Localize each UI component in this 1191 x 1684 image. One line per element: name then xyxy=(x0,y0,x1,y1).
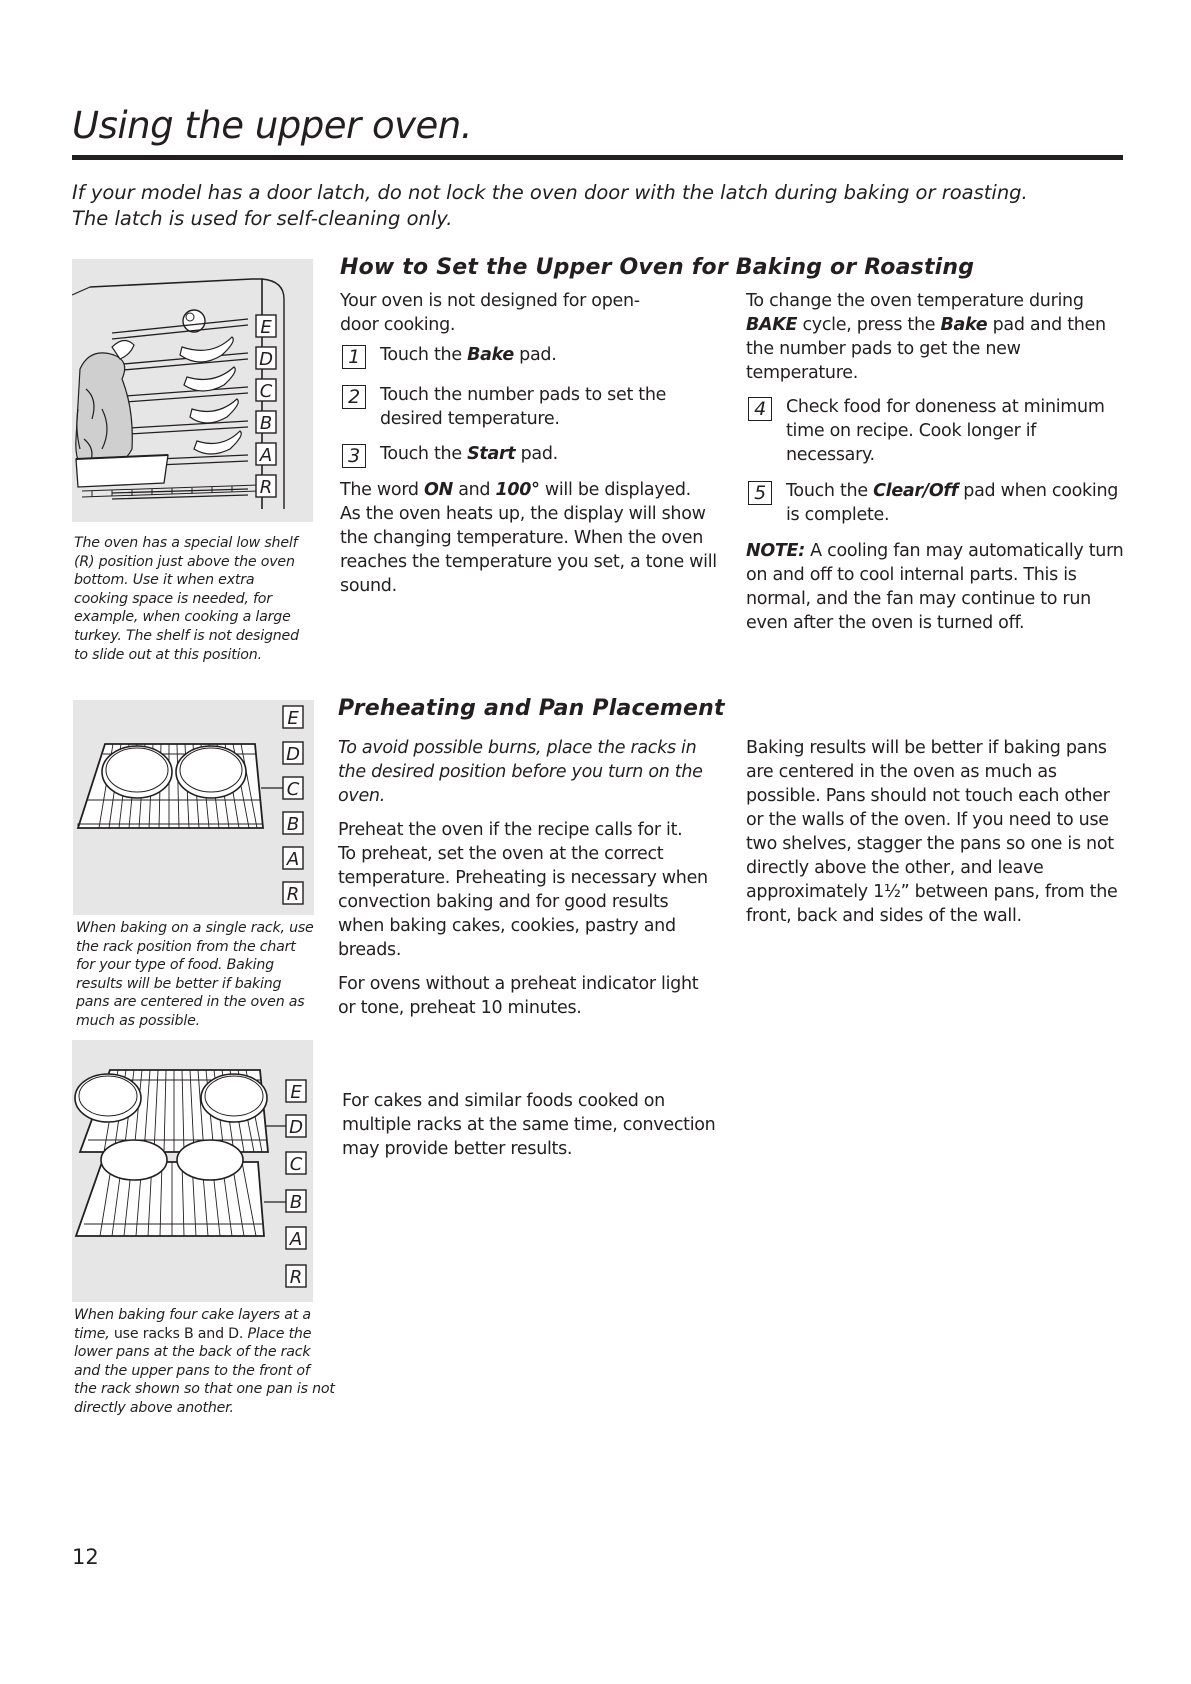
intro-line-1: If your model has a door latch, do not lock the oven door with the latch during baking or roasting. xyxy=(72,181,1028,204)
rack-label-r: R xyxy=(286,884,300,905)
rack-label-d: D xyxy=(289,1117,303,1138)
step-number-3: 3 xyxy=(342,444,366,468)
heating-note: As the oven heats up, the display will show the changing temperature. When the oven reaches the temperature you set, a tone will sound. xyxy=(340,504,717,596)
two-rack-caption: When baking four cake layers at a time, use racks B and D. Place the lower pans at the back of the rack and the upper pans to the front of the rack shown so that one pan is not directly above another. xyxy=(74,1307,335,1416)
preheat-recipe-note: Preheat the oven if the recipe calls for it. xyxy=(338,820,683,840)
start-pad-label: Start xyxy=(467,444,516,464)
two-rack-illustration xyxy=(72,1040,313,1302)
page-title: Using the upper oven. xyxy=(72,104,472,147)
pan-placement-note: Baking results will be better if baking pans are centered in the oven as much as possible. Pans should not touch each other or the walls of the oven. If you need to use two shelves, stagger the pans so one is not directly above the other, and leave approximately 1½” between pans, from the front, back and sides of the wall. xyxy=(746,738,1118,926)
intro-line-2: The latch is used for self-cleaning only. xyxy=(72,207,453,230)
rack-label-a: A xyxy=(259,445,273,466)
step-number-2: 2 xyxy=(342,385,366,409)
step-3: 3 Touch the Start pad. xyxy=(340,442,730,466)
open-door-note: Your oven is not designed for open-door cooking. xyxy=(340,291,640,335)
rack-label-e: E xyxy=(287,708,299,729)
pan-placement-column xyxy=(746,736,1128,928)
convection-note: For cakes and similar foods cooked on multiple racks at the same time, convection may provide better results. xyxy=(342,1091,716,1159)
single-rack-caption: When baking on a single rack, use the rack position from the chart for your type of food. Baking results will be better if baking pans are centered in the oven as much as possible. xyxy=(76,920,314,1029)
burn-warning: To avoid possible burns, place the racks in the desired position before you turn on the oven. xyxy=(338,738,703,806)
rack-label-b: B xyxy=(286,814,300,835)
rack-label-e: E xyxy=(260,317,272,338)
title-rule xyxy=(72,155,1123,160)
rack-label-c: C xyxy=(259,381,273,402)
step-number-5: 5 xyxy=(748,481,772,505)
bake-pad-label: Bake xyxy=(467,345,514,365)
step-number-4: 4 xyxy=(748,397,772,421)
oven-interior-illustration xyxy=(72,259,313,522)
rack-label-r: R xyxy=(259,477,273,498)
rack-label-d: D xyxy=(286,744,300,765)
rack-label-d: D xyxy=(259,349,273,370)
rack-label-r: R xyxy=(289,1267,303,1288)
baking-right-column xyxy=(746,289,1128,635)
racks-b-d-emphasis: use racks B and D. xyxy=(113,1325,244,1342)
page-number: 12 xyxy=(72,1545,99,1569)
preheat-time-note: For ovens without a preheat indicator light or tone, preheat 10 minutes. xyxy=(338,974,699,1018)
step-1: 1 Touch the Bake pad. xyxy=(340,343,730,367)
step-2: 2 Touch the number pads to set the desired temperature. xyxy=(340,383,730,431)
note-label: NOTE: xyxy=(746,541,805,561)
rack-label-e: E xyxy=(290,1082,302,1103)
preheat-left-column xyxy=(338,736,708,1020)
rack-label-c: C xyxy=(289,1154,303,1175)
section-heading-baking: How to Set the Upper Oven for Baking or Roasting xyxy=(340,255,975,280)
rack-label-b: B xyxy=(259,413,273,434)
clear-off-pad-label: Clear/Off xyxy=(873,481,959,501)
single-rack-illustration xyxy=(73,700,314,915)
low-shelf-caption: The oven has a special low shelf (R) position just above the oven bottom. Use it when extra cooking space is needed, for example, when cooking a large turkey. The shelf is not designed to slide out at this position. xyxy=(74,535,299,663)
rack-label-a: A xyxy=(289,1229,303,1250)
baking-left-column xyxy=(340,289,730,598)
rack-label-c: C xyxy=(286,779,300,800)
section-heading-preheating: Preheating and Pan Placement xyxy=(338,696,725,721)
step-4: 4 Check food for doneness at minimum time on recipe. Cook longer if necessary. xyxy=(746,395,1128,467)
rack-label-b: B xyxy=(289,1192,303,1213)
preheat-instructions: To preheat, set the oven at the correct temperature. Preheating is necessary when convection baking and for good results when baking cakes, cookies, pastry and breads. xyxy=(338,844,708,960)
rack-label-a: A xyxy=(286,849,300,870)
step-5: 5 Touch the Clear/Off pad when cooking is complete. xyxy=(746,479,1128,527)
step-number-1: 1 xyxy=(342,345,366,369)
change-temp-note: To change the oven temperature during BAKE cycle, press the Bake pad and then the number pads to get the new temperature. xyxy=(746,291,1106,383)
intro-note xyxy=(72,180,1072,232)
display-note: The word ON and 100° will be displayed. xyxy=(340,480,691,500)
cooling-fan-note: NOTE: A cooling fan may automatically turn on and off to cool internal parts. This is normal, and the fan may continue to run even after the oven is turned off. xyxy=(746,541,1124,633)
